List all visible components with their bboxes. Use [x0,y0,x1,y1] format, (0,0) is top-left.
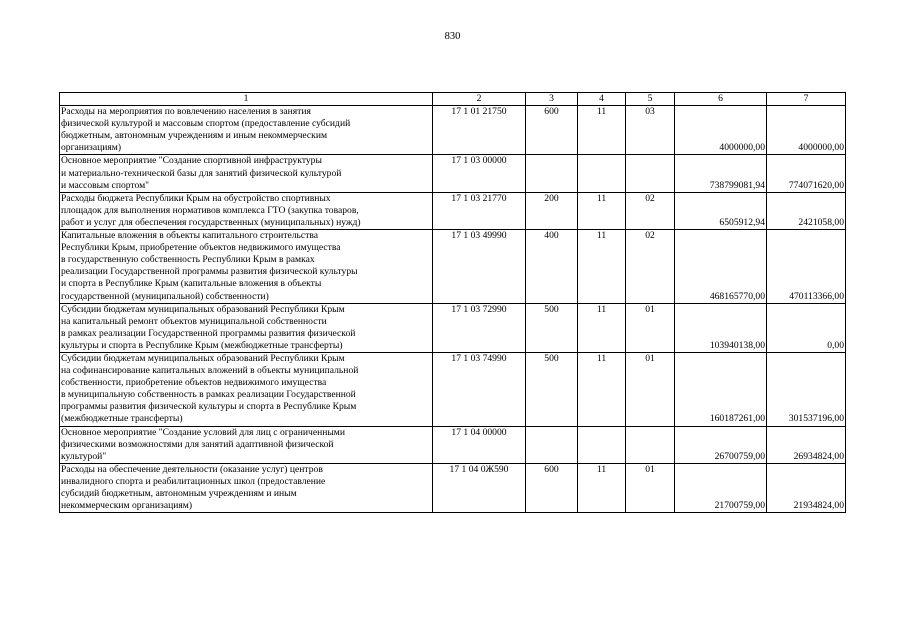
amount-col-7: 2421058,00 [767,192,846,229]
description-line: на софинансирование капитальных вложений в объекты муниципальной [61,365,359,377]
amount-col-6: 738799081,94 [675,155,767,192]
amount-col-7: 470113366,00 [767,230,846,304]
amount-col-7: 21934824,00 [767,463,846,512]
subsection [626,426,675,463]
amount-col-6: 21700759,00 [675,463,767,512]
amount-col-6: 468165770,00 [675,230,767,304]
budget-code: 17 1 04 0Ж590 [433,463,526,512]
budget-code: 17 1 04 00000 [433,426,526,463]
header-cell-4: 4 [578,93,626,106]
budget-code: 17 1 03 21770 [433,192,526,229]
header-row [60,93,846,106]
subsection: 01 [626,463,675,512]
description-line: Расходы бюджета Республики Крым на обустройство спортивных [61,192,331,204]
amount-col-7: 301537196,00 [767,352,846,426]
amount-col-7: 4000000,00 [767,106,846,155]
amount-col-6: 6505912,94 [675,192,767,229]
description-line: организациям) [61,142,122,154]
expense-type: 600 [526,463,578,512]
description-line: в государственную собственность Республики Крым в рамках [61,254,315,266]
row-description [60,192,433,229]
header-cell-5: 5 [626,93,675,106]
description-line: культурой" [61,450,107,462]
section [578,426,626,463]
description-line: Расходы на мероприятия по вовлечению населения в занятия [61,106,311,118]
row-description [60,230,433,304]
header-cell-2: 2 [433,93,526,106]
section: 11 [578,303,626,352]
description-line: инвалидного спорта и реабилитационных школ (предоставление [61,475,326,487]
description-line: государственной (муниципальной) собственности) [61,290,269,302]
amount-col-7: 26934824,00 [767,426,846,463]
table-row [60,230,846,304]
section: 11 [578,192,626,229]
description-line: в муниципальную собственность в рамках реализации Государственной [61,389,356,401]
budget-table [59,92,846,513]
subsection: 02 [626,192,675,229]
amount-col-6: 26700759,00 [675,426,767,463]
description-line: (межбюджетные трансферты) [61,413,183,425]
description-line: Основное мероприятие "Создание спортивной инфраструктуры [61,155,322,167]
description-line: в рамках реализации Государственной программы развития физической [61,327,356,339]
amount-col-7: 0,00 [767,303,846,352]
row-description [60,352,433,426]
header-cell-6: 6 [675,93,767,106]
expense-type [526,426,578,463]
table-row [60,155,846,192]
table-row [60,426,846,463]
description-line: и материально-технической базы для занятий физической культурой [61,167,342,179]
description-line: бюджетным, автономным учреждениям и иным некоммерческим [61,130,328,142]
row-description [60,303,433,352]
amount-col-6: 4000000,00 [675,106,767,155]
row-description [60,426,433,463]
description-line: Расходы на обеспечение деятельности (оказание услуг) центров [61,463,323,475]
section [578,155,626,192]
row-description [60,155,433,192]
expense-type: 500 [526,352,578,426]
description-line: на капитальный ремонт объектов муниципальной собственности [61,315,327,327]
table-row [60,352,846,426]
header-cell-7: 7 [767,93,846,106]
row-description [60,463,433,512]
budget-code: 17 1 01 21750 [433,106,526,155]
table-row [60,463,846,512]
description-line: Основное мероприятие "Создание условий для лиц с ограниченными [61,426,346,438]
description-line: и массовым спортом" [61,179,150,191]
subsection: 01 [626,303,675,352]
subsection: 01 [626,352,675,426]
amount-col-6: 160187261,00 [675,352,767,426]
section: 11 [578,352,626,426]
description-line: Республики Крым, приобретение объектов недвижимого имущества [61,242,341,254]
budget-code: 17 1 03 74990 [433,352,526,426]
table-row [60,106,846,155]
description-line: физическими возможностями для занятий адаптивной физической [61,438,334,450]
header-cell-1: 1 [60,93,433,106]
amount-col-7: 774071620,00 [767,155,846,192]
section: 11 [578,463,626,512]
header-cell-3: 3 [526,93,578,106]
description-line: Субсидии бюджетам муниципальных образований Республики Крым [61,352,345,364]
amount-col-6: 103940138,00 [675,303,767,352]
budget-code: 17 1 03 00000 [433,155,526,192]
expense-type: 400 [526,230,578,304]
subsection: 03 [626,106,675,155]
description-line: культуры и спорта в Республике Крым (межбюджетные трансферты) [61,339,343,351]
table-body [60,93,846,513]
description-line: физической культурой и массовым спортом (предоставление субсидий [61,118,351,130]
description-line: Капитальные вложения в объекты капитального строительства [61,230,319,242]
budget-code: 17 1 03 72990 [433,303,526,352]
description-line: некоммерческим организациям) [61,500,193,512]
description-line: реализации Государственной программы развития физической культуры [61,266,358,278]
section: 11 [578,106,626,155]
expense-type: 200 [526,192,578,229]
description-line: Субсидии бюджетам муниципальных образований Республики Крым [61,303,345,315]
description-line: программы развития физической культуры и спорта в Республике Крым [61,401,357,413]
description-line: работ и услуг для обеспечения государственных (муниципальных) нужд) [61,216,361,228]
description-line: площадок для выполнения нормативов комплекса ГТО (закупка товаров, [61,204,359,216]
subsection: 02 [626,230,675,304]
description-line: субсидий бюджетным, автономным учреждениям и иным [61,488,297,499]
expense-type: 600 [526,106,578,155]
page-number: 830 [444,31,461,42]
section: 11 [578,230,626,304]
description-line: собственности, приобретение объектов недвижимого имущества [61,377,327,389]
table-row [60,192,846,229]
expense-type: 500 [526,303,578,352]
description-line: и спорта в Республике Крым (капитальные вложения в объекты [61,278,322,290]
table-row [60,303,846,352]
expense-type [526,155,578,192]
budget-code: 17 1 03 49990 [433,230,526,304]
subsection [626,155,675,192]
row-description [60,106,433,155]
